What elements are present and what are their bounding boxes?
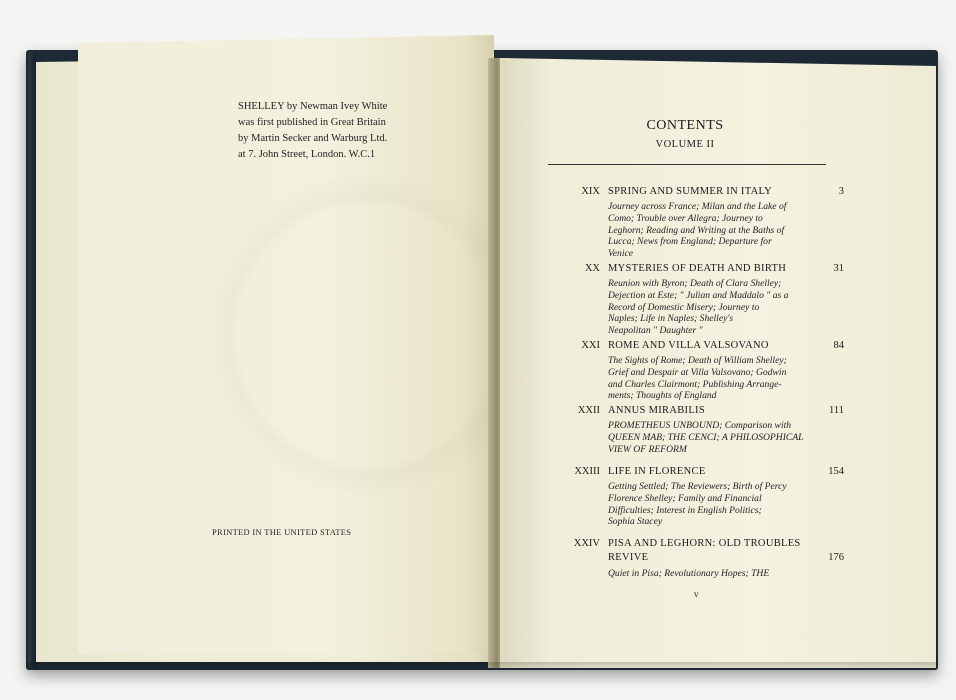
summary-line: ments; Thoughts of England — [608, 390, 717, 402]
summary-line: QUEEN MAB; THE CENCI; A PHILOSOPHICAL — [608, 431, 804, 443]
summary-line: Neapolitan " Daughter " — [608, 325, 703, 337]
chapter-title: MYSTERIES OF DEATH AND BIRTH — [608, 263, 787, 274]
chapter-title: ROME AND VILLA VALSOVANO — [608, 340, 769, 351]
book-shadow — [26, 662, 938, 672]
page-number: 111 — [829, 405, 844, 416]
chapter-title: LIFE IN FLORENCE — [608, 466, 706, 477]
contents-heading: CONTENTS — [646, 118, 724, 133]
summary-line: Como; Trouble over Allegra; Journey to — [608, 212, 763, 224]
summary-line: Difficulties; Interest in English Politics; — [608, 504, 762, 516]
chapter-summary — [608, 420, 838, 455]
chapter-summary — [608, 568, 838, 580]
page-number: 31 — [833, 263, 844, 274]
page-folio: v — [694, 589, 699, 599]
cover-edge — [28, 52, 36, 668]
summary-line: The Sights of Rome; Death of William Shelley; — [608, 355, 787, 366]
heading-rule — [548, 164, 826, 165]
summary-line: Florence Shelley; Family and Financial — [608, 492, 762, 504]
summary-line: VIEW OF REFORM — [608, 443, 687, 455]
chapter-summary — [608, 201, 838, 260]
chapter-title: SPRING AND SUMMER IN ITALY — [608, 186, 773, 197]
summary-line: Lucca; News from England; Departure for — [608, 236, 772, 248]
imprint-line: at 7. John Street, London. W.C.1 — [238, 149, 376, 160]
summary-line: Journey across France; Milan and the Lake of — [608, 201, 787, 212]
imprint-line: SHELLEY by Newman Ivey White — [238, 101, 388, 112]
summary-line: Naples; Life in Naples; Shelley's — [608, 313, 734, 325]
summary-line: Dejection at Este; " Julian and Maddalo " as a — [608, 289, 789, 301]
summary-line: Grief and Despair at Villa Valsovano; Godwin — [608, 366, 787, 378]
chapter-title: ANNUS MIRABILIS — [608, 405, 705, 416]
chapter-summary — [608, 481, 838, 528]
page-number: 3 — [838, 186, 844, 197]
chapter-number: XXI — [581, 340, 600, 351]
imprint-block — [238, 99, 448, 163]
summary-line: Record of Domestic Misery; Journey to — [608, 301, 760, 313]
summary-line: Sophia Stacey — [608, 516, 663, 528]
imprint-line: was first published in Great Britain — [238, 117, 386, 128]
page-number: 84 — [833, 340, 844, 351]
chapter-number: XIX — [581, 186, 600, 197]
summary-line: Venice — [608, 248, 634, 260]
page-number: 176 — [828, 552, 844, 563]
chapter-summary — [608, 278, 838, 337]
chapter-number: XXIV — [573, 538, 600, 549]
imprint-line: by Martin Secker and Warburg Ltd. — [238, 133, 388, 144]
summary-line: and Charles Clairmont; Publishing Arrange- — [608, 378, 782, 390]
printed-note: PRINTED IN THE UNITED STATES — [212, 527, 352, 537]
chapter-number: XX — [584, 263, 600, 274]
chapter-number: XXII — [577, 405, 600, 416]
chapter-summary — [608, 355, 838, 402]
summary-line: PROMETHEUS UNBOUND; Comparison with — [608, 420, 792, 431]
page-number: 154 — [828, 466, 844, 477]
chapter-number: XXIII — [574, 466, 600, 477]
summary-line: Quiet in Pisa; Revolutionary Hopes; THE — [608, 568, 770, 579]
summary-line: Leghorn; Reading and Writing at the Baths of — [608, 224, 785, 236]
show-through-seal — [198, 175, 538, 495]
volume-label: VOLUME II — [655, 139, 715, 150]
chapter-title-continued: REVIVE — [608, 552, 649, 563]
chapter-title: PISA AND LEGHORN: OLD TROUBLES — [608, 538, 801, 549]
summary-line: Getting Settled; The Reviewers; Birth of Percy — [608, 481, 787, 492]
summary-line: Reunion with Byron; Death of Clara Shelley; — [608, 278, 782, 289]
